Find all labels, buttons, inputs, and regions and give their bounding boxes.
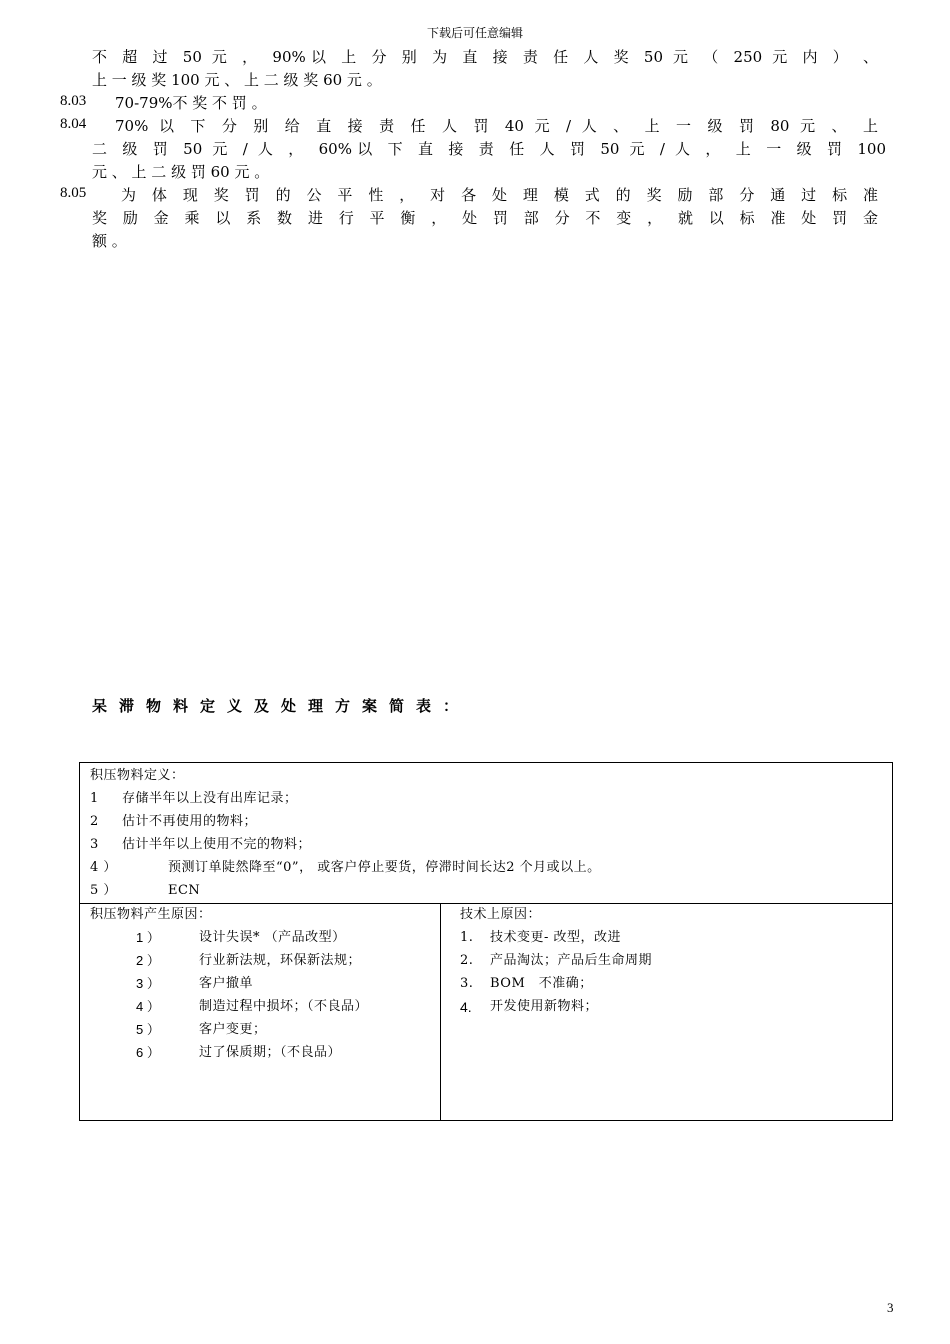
cause-text: 客户撤单 bbox=[199, 976, 254, 991]
definition-text: 估计半年以上使用不完的物料； bbox=[122, 837, 312, 852]
cause-text: 客户变更； bbox=[199, 1022, 267, 1037]
paragraph-line: 奖 励 金 乘 以 系 数 进 行 平 衡 ， 处 罚 部 分 不 变 ， 就 以 标 准 处 罚 金 bbox=[92, 209, 878, 227]
cause-text: 制造过程中损坏；（不良品） bbox=[199, 999, 369, 1014]
table-divider-horizontal bbox=[80, 903, 892, 904]
causes-title: 积压物料产生原因： bbox=[90, 907, 212, 922]
paragraph-line: 不 超 过 50 元 ， 90%以 上 分 别 为 直 接 责 任 人 奖 50 元 （ 250 元 内 ） 、 bbox=[92, 48, 878, 66]
cause-mark: 6 ） bbox=[136, 1045, 160, 1060]
cause-text: 过了保质期；（不良品） bbox=[199, 1045, 342, 1060]
cause-text: 行业新法规，环保新法规； bbox=[199, 953, 362, 968]
definition-mark: 2 bbox=[90, 814, 99, 829]
definition-text: 估计不再使用的物料； bbox=[122, 814, 258, 829]
definition-mark: 5 ） bbox=[90, 883, 117, 898]
section-title: 呆滞物料定义及处理方案简表： bbox=[92, 697, 471, 715]
tech-text: 产品淘汰；产品后生命周期 bbox=[490, 953, 653, 968]
clause-number: 8.05 bbox=[60, 185, 87, 201]
definition-title: 积压物料定义： bbox=[90, 768, 185, 783]
tech-text: 开发使用新物料； bbox=[490, 999, 599, 1014]
cause-mark: 5 ） bbox=[136, 1022, 160, 1037]
definition-text: ECN bbox=[168, 883, 201, 898]
definition-mark: 4 ） bbox=[90, 860, 117, 875]
definition-mark: 3 bbox=[90, 837, 99, 852]
tech-text: BOM 不准确； bbox=[490, 976, 593, 991]
definition-text: 存储半年以上没有出库记录； bbox=[122, 791, 298, 806]
cause-mark: 3 ） bbox=[136, 976, 160, 991]
tech-mark: 2. bbox=[460, 953, 474, 968]
summary-table bbox=[79, 762, 893, 1121]
page-header: 下载后可任意编辑 bbox=[426, 26, 523, 40]
cause-text: 设计失误* （产品改型） bbox=[199, 930, 346, 945]
cause-mark: 2 ） bbox=[136, 953, 160, 968]
cause-mark: 4 ） bbox=[136, 999, 160, 1014]
table-divider-vertical bbox=[440, 903, 441, 1120]
paragraph-line: 为 体 现 奖 罚 的 公 平 性 ， 对 各 处 理 模 式 的 奖 励 部 分 通 过 标 准 bbox=[121, 186, 878, 204]
page-number: 3 bbox=[887, 1300, 894, 1315]
paragraph-line: 额 。 bbox=[92, 232, 127, 250]
clause-number: 8.03 bbox=[60, 93, 87, 109]
clause-number: 8.04 bbox=[60, 116, 87, 132]
tech-title: 技术上原因： bbox=[460, 907, 542, 922]
paragraph-line: 70% 以 下 分 别 给 直 接 责 任 人 罚 40 元 / 人 、 上 一 级 罚 80 元 、 上 bbox=[115, 117, 878, 135]
definition-mark: 1 bbox=[90, 791, 99, 806]
paragraph-line: 二 级 罚 50 元 / 人 ， 60%以 下 直 接 责 任 人 罚 50 元 / 人 ， 上 一 级 罚 100 bbox=[92, 140, 886, 158]
tech-mark: 1. bbox=[460, 930, 474, 945]
paragraph-line: 元 、 上 二 级 罚 60 元 。 bbox=[92, 163, 270, 181]
paragraph-line: 70-79%不 奖 不 罚 。 bbox=[115, 94, 267, 112]
definition-text: 预测订单陡然降至“0”， 或客户停止要货，停滞时间长达2 个月或以上。 bbox=[168, 860, 601, 875]
tech-mark: 3. bbox=[460, 976, 474, 991]
paragraph-line: 上 一 级 奖 100 元 、 上 二 级 奖 60 元 。 bbox=[92, 71, 382, 89]
tech-text: 技术变更- 改型，改进 bbox=[490, 930, 622, 945]
cause-mark: 1 ） bbox=[136, 930, 160, 945]
tech-mark: 4. bbox=[460, 999, 472, 1015]
